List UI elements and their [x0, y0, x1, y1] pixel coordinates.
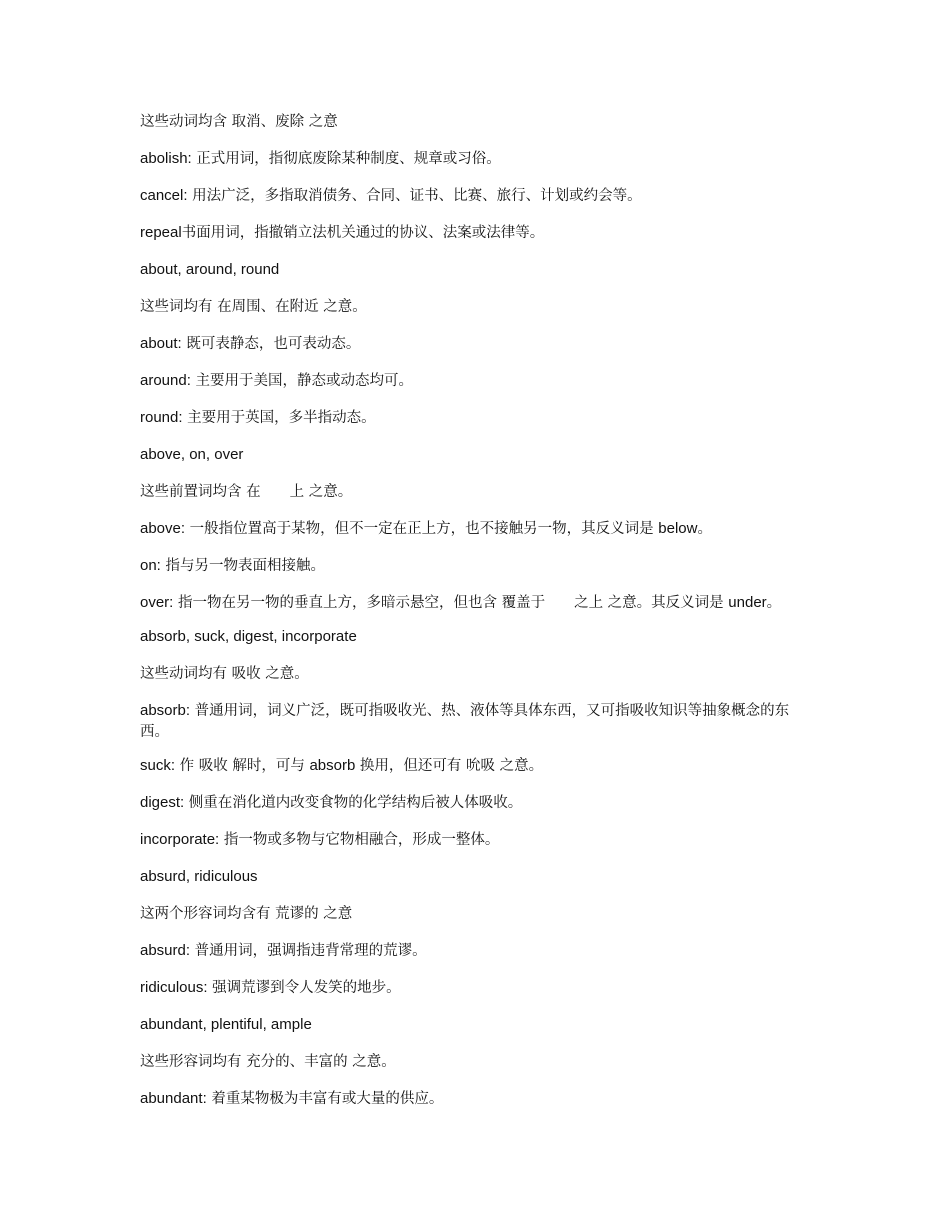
paragraph	[140, 222, 812, 244]
text: 这两个形容词均含有 荒谬的 之意	[140, 906, 353, 922]
paragraph	[140, 148, 812, 170]
paragraph	[140, 370, 812, 392]
paragraph	[140, 592, 812, 614]
term: absurd, ridiculous	[140, 868, 258, 885]
term: incorporate:	[140, 831, 220, 848]
term: cancel:	[140, 187, 188, 204]
text: 书面用词，指撤销立法机关通过的协议、法案或法律等。	[181, 225, 545, 241]
term: repeal	[140, 224, 182, 241]
text: 主要用于英国，多半指动态。	[182, 410, 376, 426]
text: 指一物在另一物的垂直上方，多暗示悬空，但也含 覆盖于 之上 之意。其反义词是	[173, 595, 729, 611]
paragraph	[140, 555, 812, 577]
text: 这些形容词均有 充分的、丰富的 之意。	[140, 1054, 396, 1070]
term: absorb, suck, digest, incorporate	[140, 628, 357, 645]
text: 普通用词，强调指违背常理的荒谬。	[190, 943, 427, 959]
paragraph	[140, 940, 812, 962]
text: 既可表静态，也可表动态。	[181, 336, 361, 352]
document-body	[140, 111, 812, 1125]
heading-entry	[140, 259, 812, 281]
paragraph	[140, 333, 812, 355]
text: 用法广泛，多指取消债务、合同、证书、比赛、旅行、计划或约会等。	[187, 188, 642, 204]
text: 主要用于美国，静态或动态均可。	[190, 373, 413, 389]
term: below	[658, 520, 698, 537]
term: absorb:	[140, 702, 191, 719]
paragraph	[140, 296, 812, 318]
text: 普通用词，词义广泛，既可指吸收光、热、液体等具体东西，又可指吸收知识等抽象概念的东西。	[140, 703, 790, 740]
term: under	[728, 594, 767, 611]
paragraph	[140, 111, 812, 133]
paragraph	[140, 829, 812, 851]
term: absorb	[309, 757, 356, 774]
term: around:	[140, 372, 191, 389]
term: abundant:	[140, 1090, 207, 1107]
heading-entry	[140, 1014, 812, 1036]
term: abundant, plentiful, ample	[140, 1016, 312, 1033]
term: absurd:	[140, 942, 191, 959]
paragraph	[140, 977, 812, 999]
paragraph	[140, 700, 812, 743]
paragraph	[140, 481, 812, 503]
paragraph	[140, 903, 812, 925]
paragraph	[140, 518, 812, 540]
term: round:	[140, 409, 183, 426]
paragraph	[140, 663, 812, 685]
text: 着重某物极为丰富有或大量的供应。	[206, 1091, 444, 1107]
text: 这些动词均有 吸收 之意。	[140, 666, 309, 682]
text: 一般指位置高于某物，但不一定在正上方，也不接触另一物，其反义词是	[185, 521, 659, 537]
term: about:	[140, 335, 182, 352]
text: 。	[697, 521, 712, 537]
term: above, on, over	[140, 446, 244, 463]
text: 指一物或多物与它物相融合，形成一整体。	[219, 832, 500, 848]
term: suck:	[140, 757, 176, 774]
text: 强调荒谬到令人发笑的地步。	[207, 980, 401, 996]
paragraph	[140, 792, 812, 814]
term: on:	[140, 557, 161, 574]
text: 。	[766, 595, 782, 611]
heading-entry	[140, 866, 812, 888]
term: digest:	[140, 794, 185, 811]
heading-entry	[140, 626, 812, 648]
text: 换用，但还可有 吮吸 之意。	[355, 758, 544, 774]
text: 这些词均有 在周围、在附近 之意。	[140, 299, 367, 315]
term: over:	[140, 594, 174, 611]
paragraph	[140, 755, 812, 777]
term: about, around, round	[140, 261, 280, 278]
paragraph	[140, 1051, 812, 1073]
paragraph	[140, 1088, 812, 1110]
text: 作 吸收 解时，可与	[175, 758, 310, 774]
heading-entry	[140, 444, 812, 466]
text: 正式用词，指彻底废除某种制度、规章或习俗。	[191, 151, 501, 167]
paragraph	[140, 185, 812, 207]
text: 这些前置词均含 在 上 之意。	[140, 484, 353, 500]
text: 侧重在消化道内改变食物的化学结构后被人体吸收。	[184, 795, 523, 811]
paragraph	[140, 407, 812, 429]
term: ridiculous:	[140, 979, 208, 996]
text: 这些动词均含 取消、废除 之意	[140, 114, 338, 130]
text: 指与另一物表面相接触。	[160, 558, 325, 574]
term: abolish:	[140, 150, 192, 167]
term: above:	[140, 520, 186, 537]
